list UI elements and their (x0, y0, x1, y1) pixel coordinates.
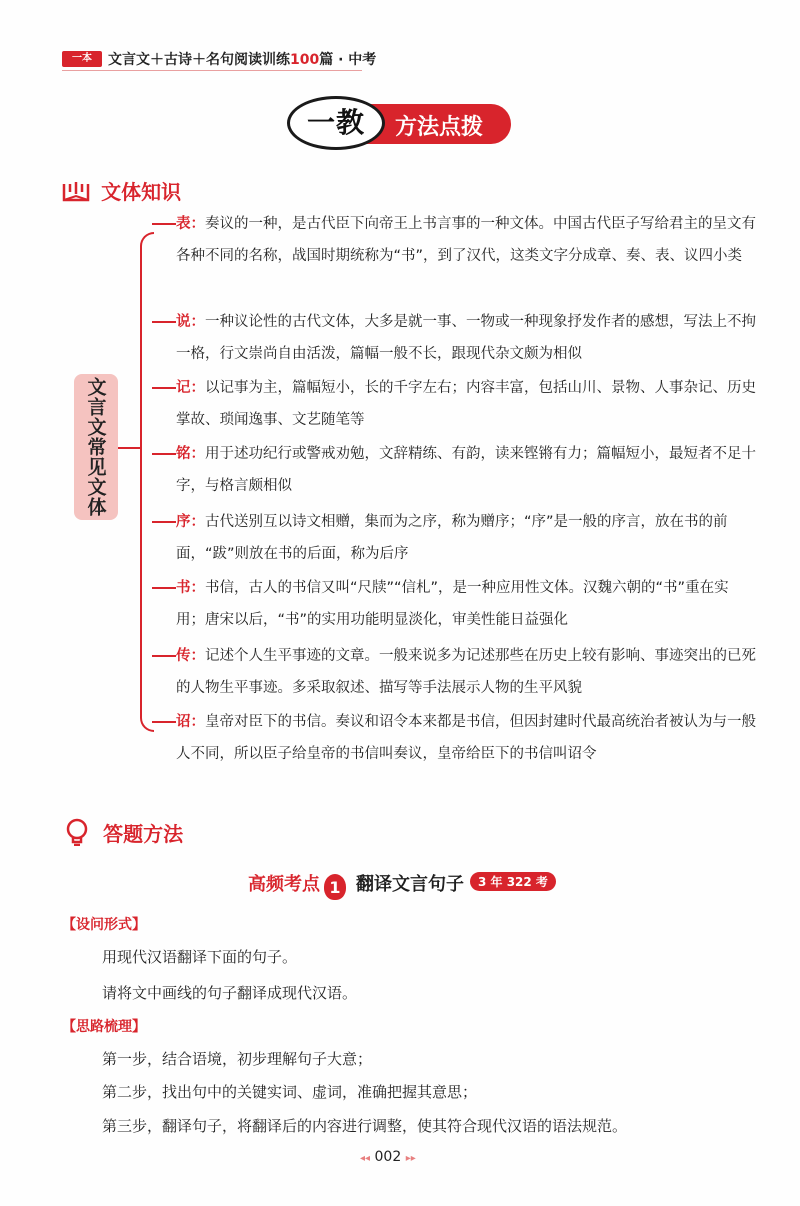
term-colon: ： (190, 446, 205, 462)
banner-pill-text: 方法点拨 (395, 115, 484, 140)
think-line: 第二步，找出句中的关键实词、虚词，准确把握其意思； (102, 1083, 478, 1101)
lightbulb-icon (64, 818, 90, 846)
think-tag: 【思路梳理】 (62, 1019, 146, 1035)
mindmap-branch (152, 387, 176, 389)
mindmap-branch (152, 721, 176, 723)
genre-description: 一种议论性的古代文体，大多是就一事、一物或一种现象抒发作者的感想，写法上不拘一格，行文崇尚自由活泼，篇幅一般不长，跟现代杂文颇为相似 (176, 314, 756, 362)
mindmap-branch (152, 453, 176, 455)
mindmap-branch (152, 587, 176, 589)
genre-item (176, 208, 756, 272)
section-method-title: 答题方法 (103, 822, 184, 846)
page-number (360, 1149, 416, 1165)
book-title-num: 100 (290, 52, 320, 68)
term-colon: ： (190, 580, 205, 596)
header-rule (62, 70, 362, 71)
mindmap-center-label: 文言文常见文体 (74, 374, 118, 520)
term-colon: ： (190, 514, 205, 530)
genre-description: 皇帝对臣下的书信。奏议和诏令本来都是书信，但因封建时代最高统治者被认为与一般人不同，所以臣子给皇帝的书信叫奏议，皇帝给臣下的书信叫诏令 (176, 714, 756, 762)
next-arrow-icon: ▸▸ (405, 1153, 416, 1164)
book-title (108, 49, 376, 69)
mindmap-spine (140, 232, 154, 732)
term-colon: ： (190, 714, 205, 730)
key-point-title: 翻译文言句子 (356, 874, 464, 895)
mindmap-branch (152, 223, 176, 225)
genre-description: 奏议的一种，是古代臣下向帝王上书言事的一种文体。中国古代臣子写给君主的呈文有各种不同的名称，战国时期统称为“书”，到了汉代，这类文字分成章、奏、表、议四小类 (176, 216, 756, 264)
genre-item (176, 438, 756, 502)
think-line: 第三步，翻译句子，将翻译后的内容进行调整，使其符合现代汉语的语法规范。 (102, 1117, 628, 1135)
section-genre-header (62, 176, 181, 205)
genre-description: 古代送别互以诗文相赠，集而为之序，称为赠序；“序”是一般的序言，放在书的前面，“跋”则放在书的后面，称为后序 (176, 514, 728, 562)
section-genre-title: 文体知识 (101, 180, 182, 204)
book-title-suffix: 篇 · 中考 (319, 52, 377, 68)
term-colon: ： (190, 648, 205, 664)
genre-description: 以记事为主，篇幅短小，长的千字左右；内容丰富，包括山川、景物、人事杂记、历史掌故、琐闻逸事、文艺随笔等 (176, 380, 756, 428)
key-point-label: 高频考点 (248, 874, 320, 895)
genre-description: 记述个人生平事迹的文章。一般来说多为记述那些在历史上较有影响、事迹突出的已死的人物生平事迹。多采取叙述、描写等手法展示人物的生平风貌 (176, 648, 756, 696)
flame-number-icon: 1 (324, 874, 346, 900)
genre-term: 序 (176, 514, 191, 530)
genre-term: 说 (176, 314, 191, 330)
title-banner (287, 96, 515, 150)
book-title-prefix: 文言文＋古诗＋名句阅读训练 (108, 52, 290, 68)
mindmap-connector (118, 447, 142, 449)
form-tag: 【设问形式】 (62, 917, 146, 933)
key-point-heading (248, 870, 556, 900)
term-colon: ： (190, 314, 205, 330)
genre-term: 记 (176, 380, 191, 396)
genre-item (176, 506, 756, 570)
genre-term: 诏 (176, 714, 191, 730)
genre-term: 铭 (176, 446, 191, 462)
genre-term: 传 (176, 648, 191, 664)
genre-term: 书 (176, 580, 191, 596)
frequency-badge: 3 年 322 考 (470, 872, 556, 891)
genre-item (176, 306, 756, 370)
mindmap-branch (152, 521, 176, 523)
genre-item (176, 640, 756, 704)
page-number-text: 002 (374, 1149, 402, 1165)
banner-oval-text: 一教 (306, 106, 365, 139)
genre-item (176, 372, 756, 436)
series-logo: 一本 (62, 51, 102, 67)
form-line: 请将文中画线的句子翻译成现代汉语。 (102, 984, 358, 1002)
book-icon (62, 178, 90, 202)
genre-item (176, 572, 756, 636)
genre-description: 用于述功纪行或警戒劝勉，文辞精练、有韵，读来铿锵有力；篇幅短小，最短者不足十字，与格言颇相似 (176, 446, 756, 494)
prev-arrow-icon: ◂◂ (360, 1153, 371, 1164)
genre-description: 书信，古人的书信又叫“尺牍”“信札”，是一种应用性文体。汉魏六朝的“书”重在实用；唐宋以后，“书”的实用功能明显淡化，审美性能日益强化 (176, 580, 729, 628)
form-line: 用现代汉语翻译下面的句子。 (102, 948, 298, 966)
genre-item (176, 706, 756, 770)
mindmap-branch (152, 321, 176, 323)
banner-oval (287, 96, 385, 150)
section-method-header (64, 818, 183, 847)
think-line: 第一步，结合语境，初步理解句子大意； (102, 1050, 373, 1068)
term-colon: ： (190, 216, 205, 232)
mindmap-branch (152, 655, 176, 657)
term-colon: ： (190, 380, 205, 396)
genre-term: 表 (176, 216, 191, 232)
